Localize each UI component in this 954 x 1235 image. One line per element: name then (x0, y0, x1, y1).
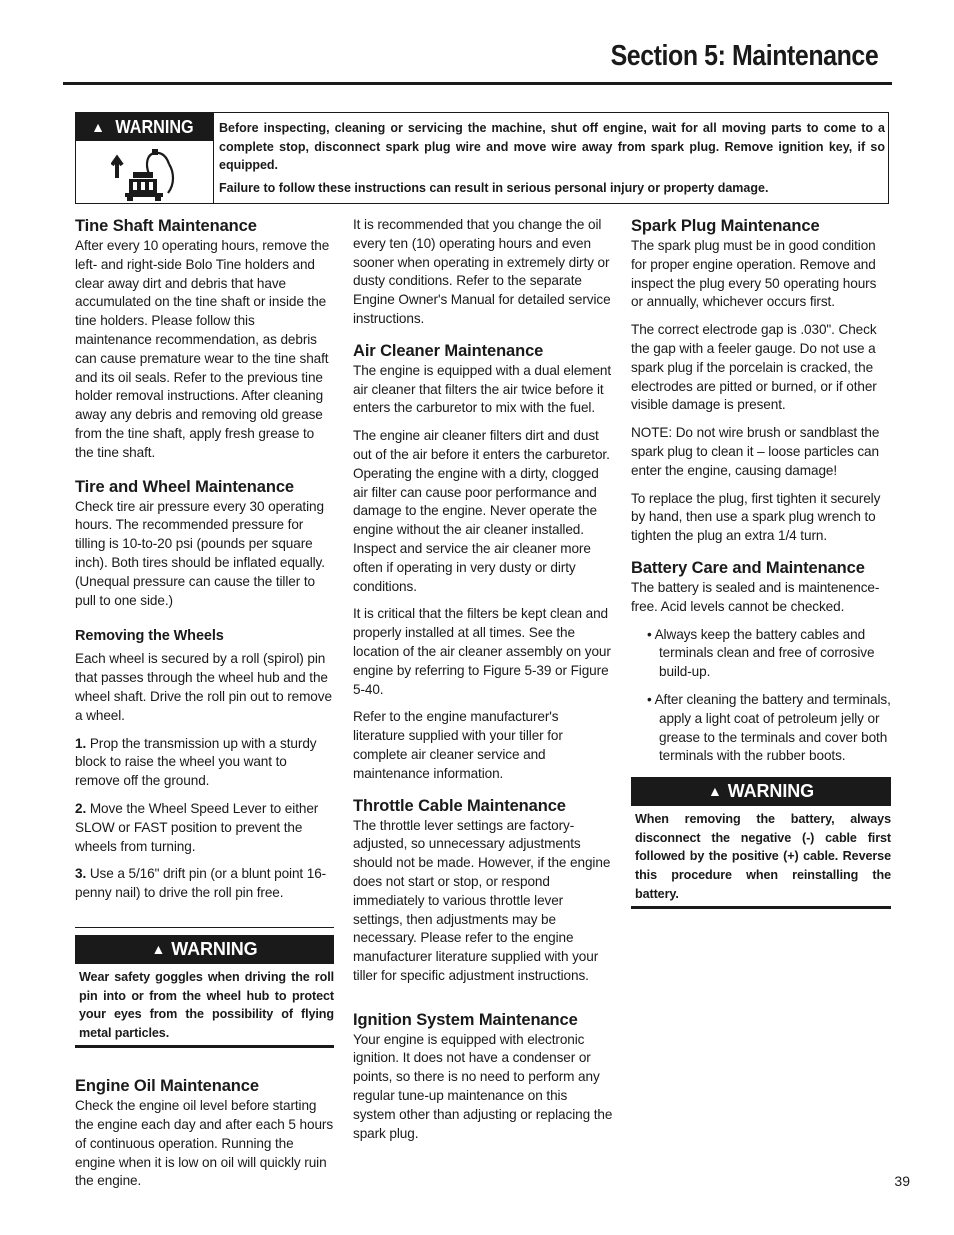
goggles-warning-box (75, 927, 334, 1048)
page-number: 39 (894, 1173, 910, 1189)
throttle-cable-heading: Throttle Cable Maintenance (353, 796, 566, 815)
ignition-system-body: Your engine is equipped with electronic ignition. It does not have a condenser or points, so there is no need to perform any regular tune-up maintenance on this system other than adjusting or replacing the spark plug. (353, 1031, 613, 1141)
step-3-number: 3. (75, 866, 87, 882)
battery-warning-box (631, 777, 891, 909)
step-1-text: Prop the transmission up with a sturdy block to raise the wheel you want to remove off the ground. (75, 735, 317, 789)
battery-warning-label-text: WARNING (727, 781, 815, 802)
battery-body: The battery is sealed and is maintenence-free. Acid levels cannot be checked. (631, 579, 880, 614)
engine-oil-heading: Engine Oil Maintenance (75, 1077, 259, 1096)
step-2 (75, 800, 334, 856)
step-3-text: Use a 5/16" drift pin (or a blunt point 16-penny nail) to drive the roll pin free. (75, 866, 327, 901)
battery-heading: Battery Care and Maintenance (631, 558, 865, 577)
section-title: Section 5: Maintenance (610, 40, 878, 72)
warning-label (76, 113, 213, 141)
spark-plug-body-4: To replace the plug, first tighten it securely by hand, then use a spark plug wrench to tighten the plug an extra 1/4 turn. (631, 490, 881, 544)
battery-warning-text: When removing the battery, always disconnect the negative (-) cable first followed by the positive (+) cable. Reverse this procedure when reinstalling the battery. (635, 812, 891, 901)
removing-wheels-body: Each wheel is secured by a roll (spirol) pin that passes through the wheel hub and the wheel shaft. Drive the roll pin out to remove a wheel. (75, 651, 332, 723)
title-rule (63, 82, 892, 85)
top-warning-instructions: Before inspecting, cleaning or servicing the machine, shut off engine, wait for all moving parts to come to a complete stop, disconnect spark plug wire and move wire away from spark plug. Remove ignition key, if so equipped. (219, 121, 885, 173)
tire-wheel-body: Check tire air pressure every 30 operating hours. The recommended pressure for tilling is 10-to-20 psi (pounds per square inch). Both tires should be inflated equally. (Unequal pressure can cause the tiller to pull to one side.) (75, 498, 325, 608)
battery-warning-label (631, 777, 891, 806)
spark-plug-body-2: The correct electrode gap is .030". Check the gap with a feeler gauge. Do not use a spark plug if the porcelain is cracked, the electrodes are pitted or burned, or if other visible damage is present. (631, 322, 877, 413)
battery-warning-rule (631, 906, 891, 909)
step-1-number: 1. (75, 735, 87, 751)
step-2-number: 2. (75, 800, 87, 816)
spark-plug-body-1: The spark plug must be in good condition for proper engine operation. Remove and inspect the plug every 50 operating hours or annually, whichever occurs first. (631, 238, 877, 310)
tine-shaft-body: After every 10 operating hours, remove the left- and right-side Bolo Tine holders and clear away dirt and debris that have accumulated on the tine shaft or inside the tine holders. Please follow this maintenance recommendation, as debris can cause premature wear to the tine shaft and its oil seals. Refer to the previous tine holder removal instructions. After cleaning away any debris and removing old grease from the tine shaft, apply fresh grease to the tine shaft. (75, 238, 330, 460)
air-cleaner-body-1: The engine is equipped with a dual element air cleaner that filters the air twice before it enters the carburetor to mix with the fuel. (353, 362, 612, 416)
air-cleaner-body-3: It is critical that the filters be kept clean and properly installed at all times. See the location of the air cleaner assembly on your engine by referring to Figure 5-39 or Figure 5-40. (353, 606, 611, 697)
throttle-cable-body: The throttle lever settings are factory-adjusted, so unnecessary adjustments should not be made. However, if the engine does not start or stop, or respond immediately to various throttle lever settings, then adjustments may be necessary. Please refer to the engine manufacturer literature supplied with your tiller for specific adjustment instructions. (353, 817, 611, 983)
engine-oil-body: Check the engine oil level before starting the engine each day and after each 5 hours of continuous operation. Running the engine when it is low on oil will quickly ruin the engine. (75, 1098, 334, 1189)
ignition-system-heading: Ignition System Maintenance (353, 1010, 578, 1029)
disconnect-spark-plug-icon (111, 146, 177, 202)
spark-plug-note: NOTE: Do not wire brush or sandblast the spark plug to clean it – loose particles can enter the engine, causing damage! (631, 425, 880, 478)
warning-triangle-icon: ▲ (707, 783, 722, 800)
air-cleaner-body-2: The engine air cleaner filters dirt and dust out of the air before it enters the carburetor. Operating the engine with a dirty, clogged air filter can cause poor performance and damage to the engine. Never operate the engine without the air cleaner installed. Inspect and service the air cleaner more often if operating in very dusty or dirty conditions. (353, 428, 610, 594)
oil-change-body: It is recommended that you change the oil every ten (10) operating hours and even sooner when operating in extremely dirty or dusty conditions. Refer to the separate Engine Owner's Manual for detailed service instructions. (353, 217, 611, 326)
air-cleaner-body-4: Refer to the engine manufacturer's literature supplied with your tiller for complete air cleaner service and maintenance information. (353, 709, 563, 781)
top-warning-consequence: Failure to follow these instructions can result in serious personal injury or property damage. (219, 180, 769, 195)
step-3 (75, 865, 334, 903)
top-warning-text (219, 119, 885, 197)
warning-label-text: WARNING (115, 116, 194, 137)
top-warning-box (75, 112, 889, 204)
tire-wheel-heading: Tire and Wheel Maintenance (75, 477, 294, 496)
battery-bullet-1: • Always keep the battery cables and terminals clean and free of corrosive build-up. (647, 626, 875, 680)
battery-bullet-2: • After cleaning the battery and terminals, apply a light coat of petroleum jelly or grease to the terminals and cover both terminals with the rubber boots. (647, 691, 891, 764)
warning-triangle-icon: ▲ (91, 119, 105, 135)
air-cleaner-heading: Air Cleaner Maintenance (353, 341, 544, 360)
goggles-warning-label (75, 935, 334, 964)
goggles-warning-text: Wear safety goggles when driving the roll pin into or from the wheel hub to protect your eyes from the possibility of flying metal particles. (79, 969, 334, 1040)
column-left (75, 216, 334, 1200)
column-right (631, 216, 891, 909)
goggles-warning-rule (75, 1045, 334, 1048)
goggles-warning-label-text: WARNING (171, 939, 258, 959)
warning-left-panel (76, 113, 214, 203)
column-middle (353, 216, 613, 1152)
removing-wheels-heading: Removing the Wheels (75, 628, 224, 645)
step-1 (75, 735, 334, 791)
spark-plug-heading: Spark Plug Maintenance (631, 217, 820, 235)
tine-shaft-heading: Tine Shaft Maintenance (75, 217, 257, 235)
warning-triangle-icon: ▲ (151, 941, 166, 957)
step-2-text: Move the Wheel Speed Lever to either SLOW or FAST position to prevent the wheels from turning. (75, 800, 319, 854)
